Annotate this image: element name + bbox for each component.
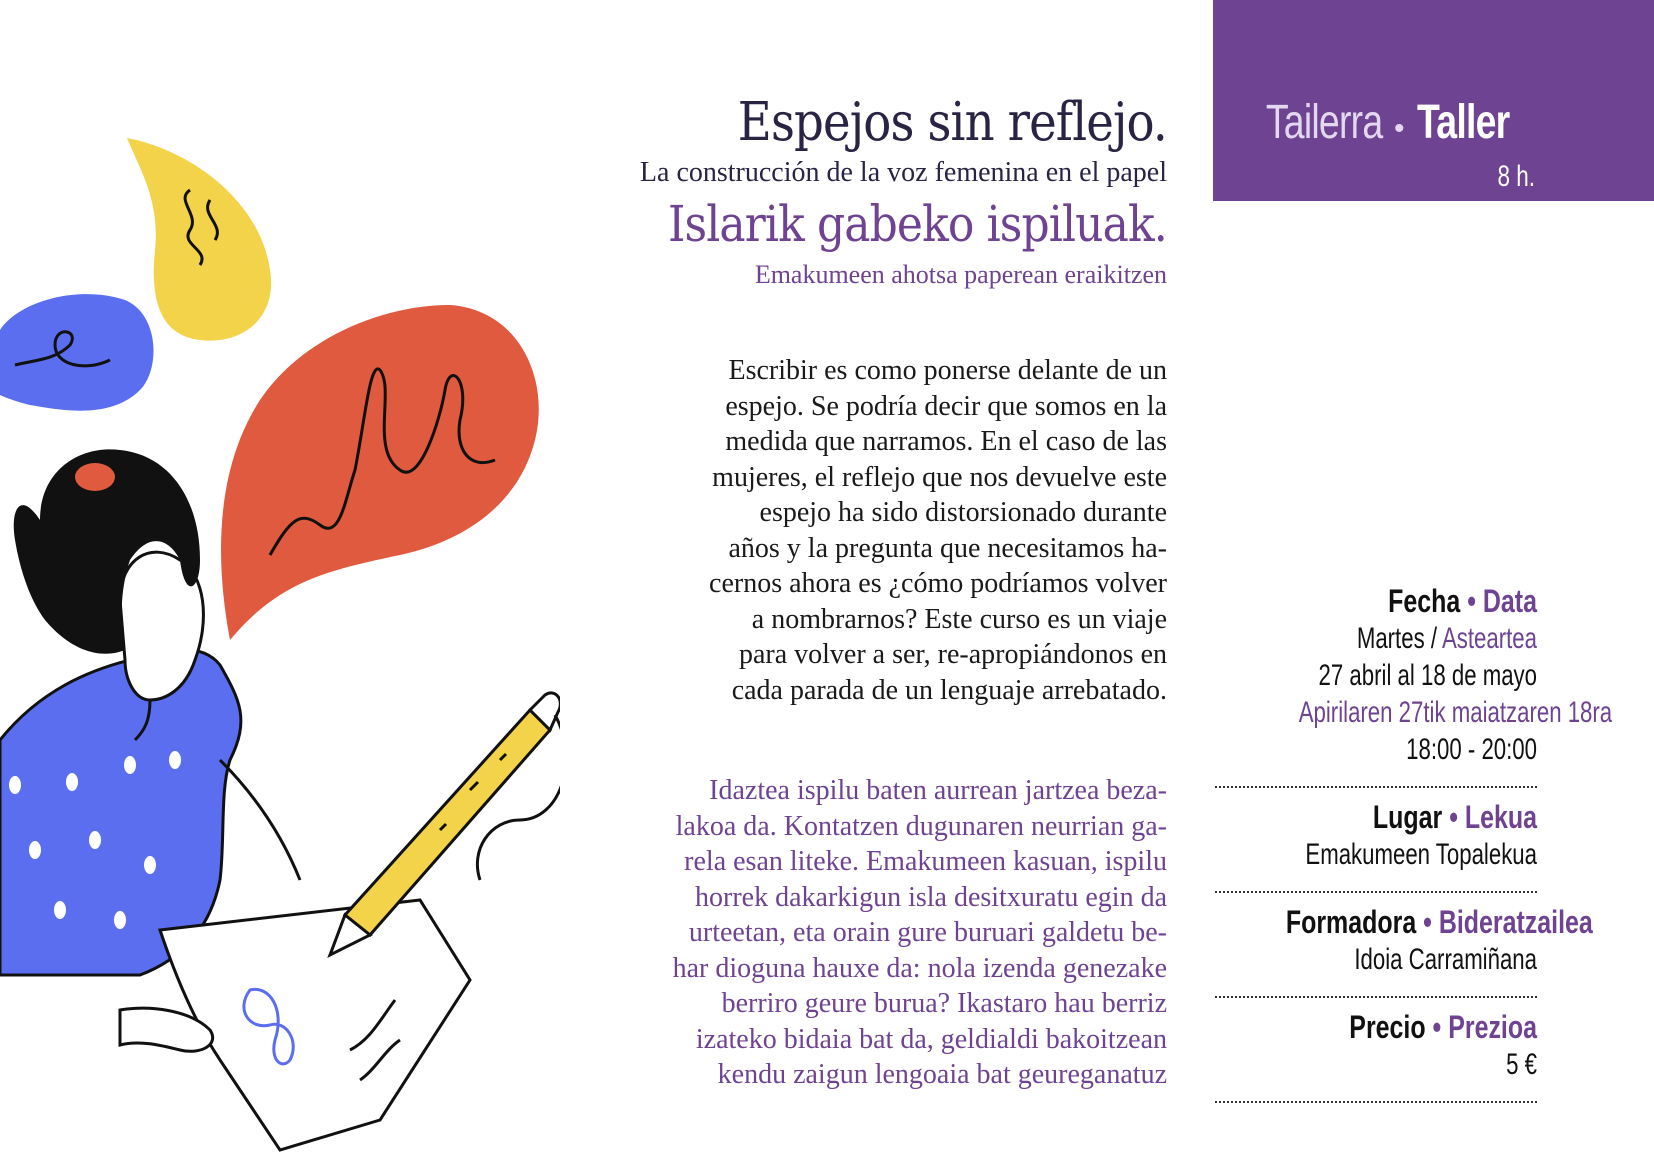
workshop-banner	[1213, 0, 1654, 201]
date-label-eu: Data	[1482, 583, 1537, 619]
banner-separator: •	[1393, 112, 1405, 145]
title-es: Espejos sin reflejo.	[737, 92, 1167, 153]
title-eu: Islarik gabeko ispiluak.	[668, 195, 1167, 253]
trainer-label-es: Formadora	[1285, 904, 1417, 940]
price-section	[1215, 1008, 1537, 1095]
location-value: Emakumeen Topalekua	[1305, 838, 1537, 871]
location-label-eu: Lekua	[1464, 799, 1537, 835]
dotted-divider	[1215, 996, 1537, 998]
weekday-es: Martes	[1356, 622, 1425, 655]
red-speech-bubble	[221, 305, 539, 640]
description-eu-line: berriro geure burua? Ikastaro hau berriz	[721, 988, 1167, 1019]
description-es-line: cernos ahora es ¿cómo podríamos volver	[709, 568, 1167, 599]
arm	[220, 760, 300, 880]
trainer-label-separator: •	[1423, 904, 1432, 940]
banner-label-eu: Tailerra	[1265, 96, 1382, 149]
description-eu	[627, 773, 1167, 1093]
date-section	[1215, 582, 1613, 780]
description-es-line: medida que narramos. En el caso de las	[725, 426, 1167, 457]
time-range: 18:00 - 20:00	[1406, 733, 1537, 766]
dotted-divider	[1215, 891, 1537, 893]
description-eu-line: urteetan, eta orain gure buruari galdetu be-	[688, 917, 1167, 948]
trainer-value: Idoia Carramiñana	[1354, 943, 1537, 976]
price-label	[1286, 1008, 1537, 1046]
description-es-line: mujeres, el reflejo que nos devuelve este	[712, 461, 1167, 493]
description-eu-line: rela esan liteke. Emakumeen kasuan, ispilu	[684, 846, 1167, 877]
trainer-section	[1215, 903, 1593, 990]
subtitle-es: La construcción de la voz femenina en el papel	[639, 157, 1167, 188]
yellow-speech-bubble	[127, 138, 271, 341]
date-label-es: Fecha	[1388, 583, 1461, 619]
description-eu-line: izateko bidaia bat da, geldialdi bakoitzean	[695, 1023, 1167, 1055]
description-es-line: años y la pregunta que necesitamos ha-	[728, 532, 1167, 564]
blue-speech-bubble	[0, 294, 154, 411]
banner-title	[1233, 95, 1535, 150]
weekday-slash: /	[1430, 622, 1438, 655]
location-section	[1215, 798, 1537, 885]
weekday	[1299, 620, 1537, 657]
trainer-label-eu: Bideratzailea	[1438, 904, 1593, 940]
description-es-line: espejo. Se podría decir que somos en la	[725, 390, 1167, 422]
woman-writing-illustration	[0, 0, 560, 1166]
hair-tie	[75, 463, 115, 491]
price-value: 5 €	[1506, 1048, 1537, 1081]
description-es-line: cada parada de un lenguaje arrebatado.	[731, 674, 1167, 706]
description-es-line: para volver a ser, re-apropiándonos en	[738, 639, 1167, 670]
description-es	[627, 353, 1167, 708]
trainer-label	[1285, 903, 1593, 941]
description-eu-line: lakoa da. Kontatzen dugunaren neurrian ga-	[675, 810, 1167, 842]
banner-hours: 8 h.	[1497, 160, 1535, 193]
description-eu-line: Idaztea ispilu baten aurrean jartzea beza-	[709, 775, 1167, 806]
banner-label-es: Taller	[1416, 96, 1509, 149]
dates-eu: Apirilaren 27tik maiatzaren 18ra	[1298, 696, 1613, 729]
description-eu-line: har dioguna hauxe da: nola izenda genezake	[672, 952, 1167, 984]
dotted-divider	[1215, 1101, 1537, 1103]
description-es-line: a nombrarnos? Este curso es un viaje	[751, 603, 1167, 635]
location-label-es: Lugar	[1372, 799, 1443, 835]
location-label	[1286, 798, 1537, 836]
subtitle-eu: Emakumeen ahotsa paperean eraikitzen	[754, 260, 1167, 289]
description-eu-line: kendu zaigun lengoaia bat geureganatuz	[717, 1059, 1167, 1090]
date-label-separator: •	[1467, 583, 1476, 619]
price-label-es: Precio	[1349, 1009, 1426, 1045]
dotted-divider	[1215, 786, 1537, 788]
date-label	[1286, 582, 1537, 620]
pencil-icon	[330, 693, 560, 955]
price-label-eu: Prezioa	[1448, 1009, 1537, 1045]
workshop-info	[1215, 582, 1613, 1113]
description-es-line: espejo ha sido distorsionado durante	[759, 497, 1167, 528]
dates-es: 27 abril al 18 de mayo	[1318, 659, 1537, 692]
location-label-separator: •	[1449, 799, 1458, 835]
price-label-separator: •	[1432, 1009, 1442, 1045]
title-block	[600, 88, 1167, 290]
description-es-line: Escribir es como ponerse delante de un	[728, 355, 1167, 386]
weekday-eu: Asteartea	[1441, 622, 1537, 655]
description-eu-line: horrek dakarkigun isla desitxuratu egin da	[695, 881, 1167, 913]
